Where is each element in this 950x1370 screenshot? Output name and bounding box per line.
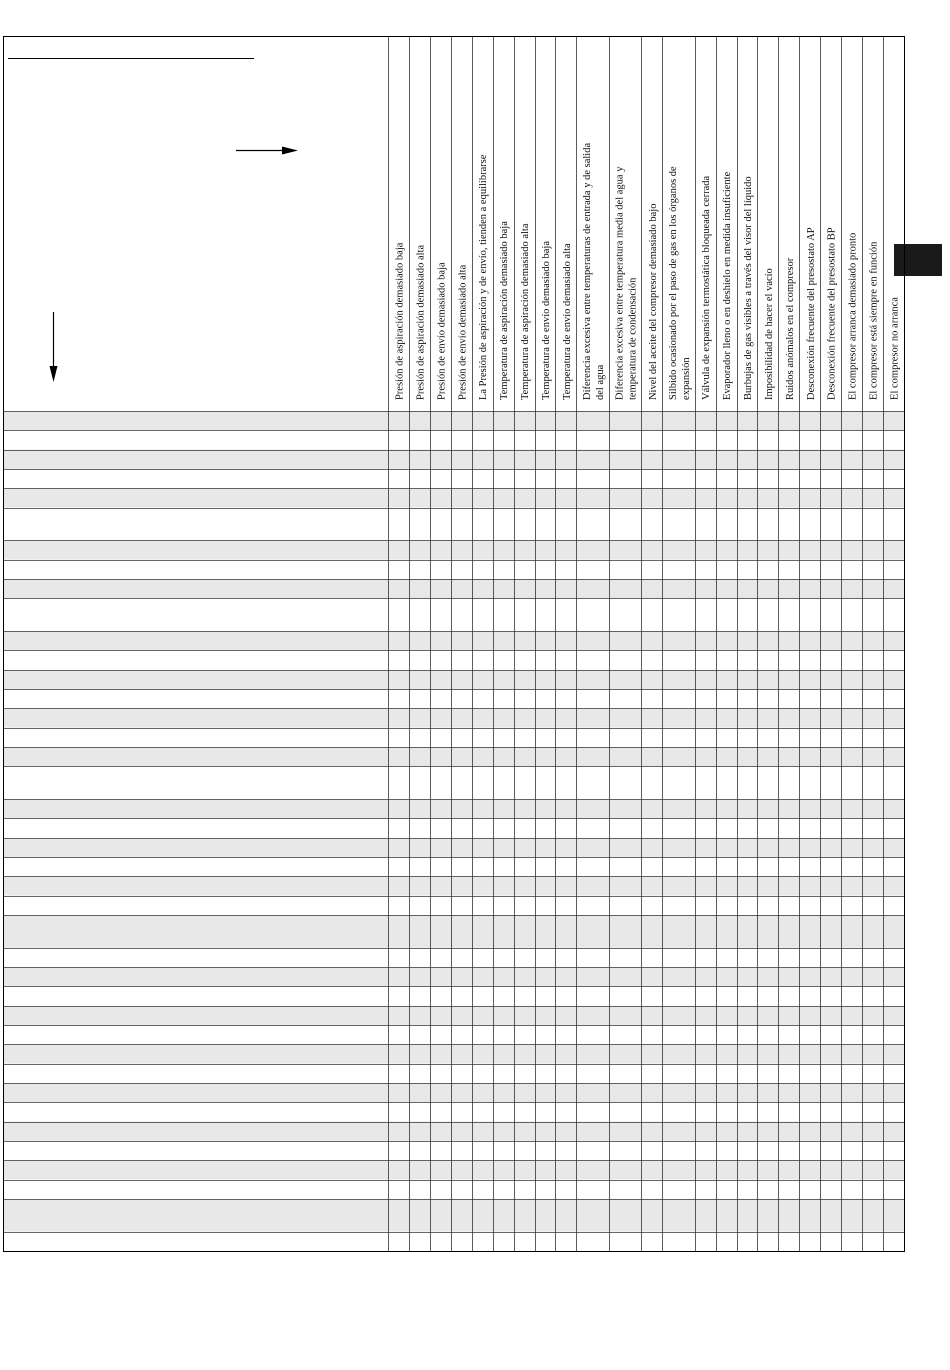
table-row — [4, 689, 904, 708]
column-header-9: Temperatura de envío demasiado alta — [561, 243, 573, 400]
table-row — [4, 708, 904, 727]
table-row — [4, 1141, 904, 1160]
table-row — [4, 1006, 904, 1025]
column-header-21: El compresor arranca demasiado pronto — [847, 232, 859, 401]
table-row — [4, 1180, 904, 1199]
arrow-right-icon — [236, 147, 298, 155]
table-row — [4, 876, 904, 895]
table-row — [4, 411, 904, 430]
column-header-5: La Presión de aspiración y de envío, tienden a equilibrarse — [478, 154, 490, 401]
table-row — [4, 469, 904, 488]
column-header-2: Presión de aspiración demasiado alta — [415, 244, 427, 401]
table-row — [4, 631, 904, 650]
column-headers — [395, 143, 901, 401]
table-row — [4, 915, 904, 948]
row-bands — [4, 411, 904, 1251]
table-row — [4, 967, 904, 986]
table-row — [4, 488, 904, 507]
table-row — [4, 1199, 904, 1232]
column-header-11-line-1: Diferencia excesiva entre temperatura media del agua y — [614, 166, 626, 401]
table-row — [4, 1064, 904, 1083]
table-row — [4, 1044, 904, 1063]
column-header-1: Presión de aspiración demasiado baja — [394, 242, 406, 401]
table-row — [4, 1160, 904, 1179]
column-header-7: Temperatura de aspiración demasiado alta — [520, 223, 532, 401]
table-row — [4, 1083, 904, 1102]
table-row — [4, 838, 904, 857]
table-row — [4, 1232, 904, 1251]
column-header-22: El compresor está siempre en función — [868, 241, 880, 400]
column-header-13-line-1: Silbido ocasionado por el paso de gas en los órganos de — [667, 166, 679, 400]
column-header-23: El compresor no arranca — [889, 297, 901, 400]
table-row — [4, 508, 904, 541]
column-header-10-line-2: del agua — [595, 364, 607, 400]
column-header-3: Presión de envío demasiado baja — [436, 262, 448, 400]
table-row — [4, 430, 904, 449]
table-row — [4, 766, 904, 799]
table-row — [4, 728, 904, 747]
column-header-14: Válvula de expansión termostática bloqueada cerrada — [701, 175, 713, 400]
column-header-12: Nivel del aceite del compresor demasiado bajo — [647, 203, 659, 401]
arrow-down-icon — [50, 312, 58, 382]
table-row — [4, 747, 904, 766]
column-header-4: Presión de envío demasiado alta — [457, 264, 469, 401]
column-header-20: Desconexión frecuente del presostato BP — [826, 227, 838, 400]
table-row — [4, 896, 904, 915]
table-row — [4, 560, 904, 579]
column-header-17: Imposibilidad de hacer el vacío — [763, 268, 775, 400]
table-row — [4, 1102, 904, 1121]
column-header-10-line-1: Diferencia excesiva entre temperaturas de entrada y de salida — [582, 142, 594, 400]
column-header-18: Ruidos anómalos en el compresor — [784, 257, 796, 401]
column-header-16: Burbujas de gas visibles a través del visor del líquido — [743, 176, 754, 400]
column-header-8: Temperatura de envío demasiado baja — [541, 240, 552, 401]
table-row — [4, 579, 904, 598]
column-header-13-line-2: expansión — [680, 357, 692, 400]
table-row — [4, 450, 904, 469]
table-row — [4, 670, 904, 689]
table-row — [4, 948, 904, 967]
table-row — [4, 986, 904, 1005]
table-row — [4, 540, 904, 559]
table-row — [4, 650, 904, 669]
column-header-15: Evaporador lleno o en deshielo en medida insuficiente — [722, 171, 734, 401]
column-header-19: Desconexión frecuente del presostato AP — [805, 227, 817, 400]
table-row — [4, 857, 904, 876]
column-header-6: Temperatura de aspiración demasiado baja — [499, 221, 511, 400]
table-row — [4, 1025, 904, 1044]
table-row — [4, 799, 904, 818]
table-row — [4, 818, 904, 837]
table-row — [4, 598, 904, 631]
column-header-11-line-2: temperatura de condensación — [627, 277, 639, 401]
table-row — [4, 1122, 904, 1141]
